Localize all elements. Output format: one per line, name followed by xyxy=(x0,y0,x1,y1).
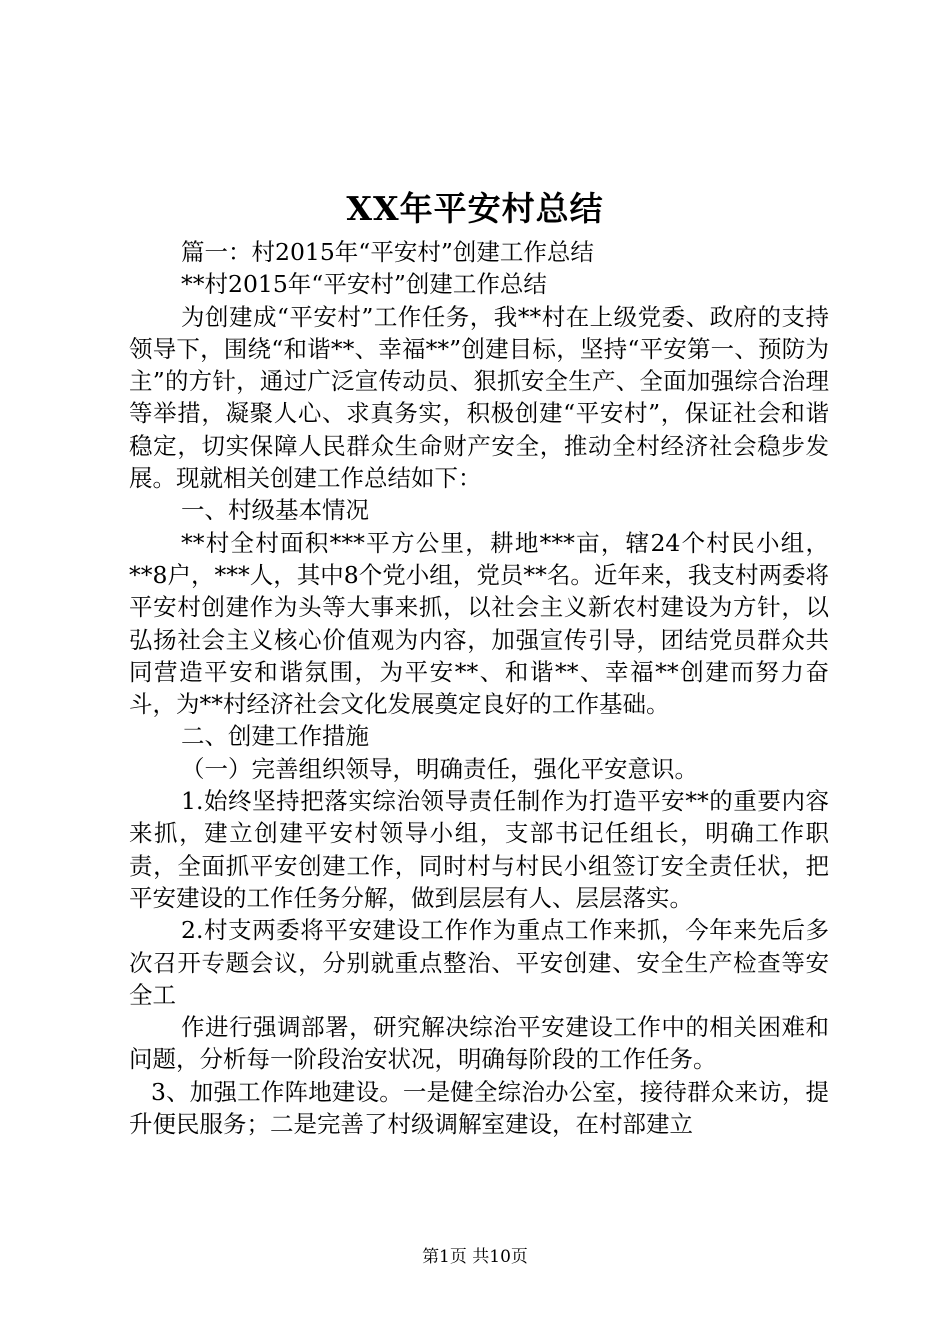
subsection-heading: （一）完善组织领导，明确责任，强化平安意识。 xyxy=(181,754,698,783)
document-body xyxy=(129,236,829,1140)
section-heading: 一、村级基本情况 xyxy=(181,496,369,525)
paragraph: 1.始终坚持把落实综治领导责任制作为打造平安**的重要内容来抓，建立创建平安村领导小组，支部书记任组长，明确工作职责，全面抓平安创建工作，同时村与村民小组签订安全责任状，把平安建设的工作任务分解，做到层层有人、层层落实。 xyxy=(129,787,829,912)
paragraph: 篇一：村2015年“平安村”创建工作总结 xyxy=(181,238,594,266)
paragraph: 2.村支两委将平安建设工作作为重点工作来抓，今年来先后多次召开专题会议，分别就重点整治、平安创建、安全生产检查等安全工 xyxy=(129,916,829,1009)
section-heading: 二、创建工作措施 xyxy=(181,722,369,751)
paragraph: 为创建成“平安村”工作任务，我**村在上级党委、政府的支持领导下，围绕“和谐**、幸福**”创建目标，坚持“平安第一、预防为主”的方针，通过广泛宣传动员、狠抓安全生产、全面加强综合治理等举措，凝聚人心、求真务实，积极创建“平安村”，保证社会和谐稳定，切实保障人民群众生命财产安全，推动全村经济社会稳步发展。现就相关创建工作总结如下： xyxy=(129,302,829,493)
document-title: XX年平安村总结 xyxy=(346,189,604,228)
paragraph: 作进行强调部署，研究解决综治平安建设工作中的相关困难和问题，分析每一阶段治安状况，明确每阶段的工作任务。 xyxy=(129,1013,829,1074)
paragraph: **村全村面积***平方公里，耕地***亩，辖24个村民小组，**8户，***人，其中8个党小组，党员**名。近年来，我支村两委将平安村创建作为头等大事来抓，以社会主义新农村建设为方针，以弘扬社会主义核心价值观为内容，加强宣传引导，团结党员群众共同营造平安和谐氛围，为平安**、和谐**、幸福**创建而努力奋斗，为**村经济社会文化发展奠定良好的工作基础。 xyxy=(129,528,829,719)
paragraph: 3、加强工作阵地建设。一是健全综治办公室，接待群众来访，提升便民服务；二是完善了村级调解室建设，在村部建立 xyxy=(129,1077,829,1139)
paragraph: **村2015年“平安村”创建工作总结 xyxy=(181,270,547,299)
page-number-footer: 第1页 共10页 xyxy=(422,1247,528,1267)
